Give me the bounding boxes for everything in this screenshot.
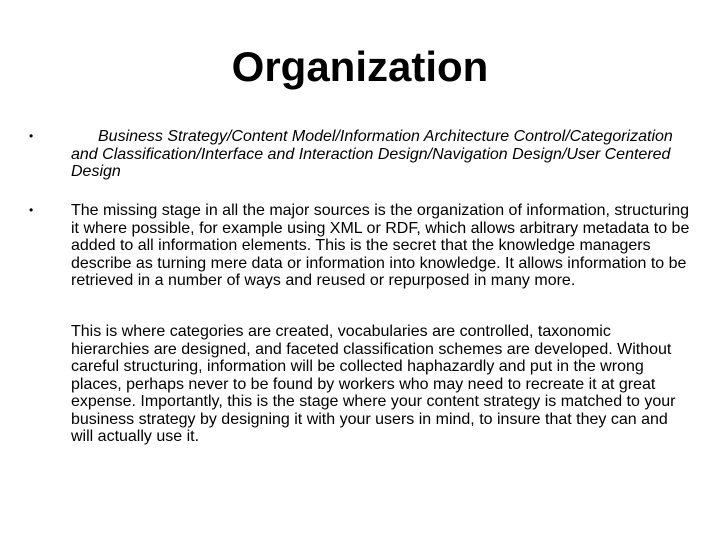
continuation-paragraph: This is where categories are created, vocabularies are controlled, taxonomic hierarchies are designed, and faceted classification schemes are developed. Without careful structuring, information will be collected haphazardly and put in the wrong places, perhaps never to be found by workers who may need to recreate it at great expense. Importantly, this is the stage where your content strategy is matched to your business strategy by designing it with your users in mind, to insure that they can and will actually use it.	[71, 323, 676, 445]
bullet-marker: •	[29, 203, 34, 217]
slide-title: Organization	[231, 43, 489, 90]
bullet-text-content: Business Strategy/Content Model/Information Architecture Control/Categorization and Classification/Interface and Interaction Design/Navigation Design/User Centered Design	[71, 128, 673, 180]
bullet-marker: •	[29, 129, 34, 143]
bullet-text: The missing stage in all the major sources is the organization of information, structuring it where possible, for example using XML or RDF, which allows arbitrary metadata to be added to all information elements. This is the secret that the knowledge managers describe as turning mere data or information into knowledge. It allows information to be retrieved in a number of ways and reused or repurposed in many more.	[71, 202, 690, 289]
bullet-text	[71, 128, 691, 181]
